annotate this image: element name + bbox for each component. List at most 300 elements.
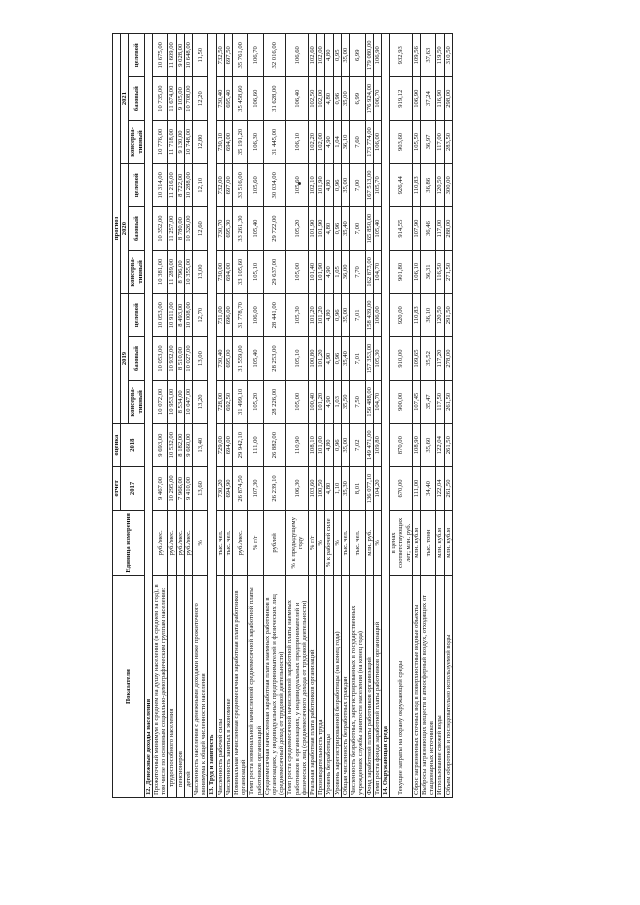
value-cell: 271,50	[444, 250, 452, 293]
value-cell: 36,31	[420, 250, 435, 293]
value-cell: 11 216,00	[168, 164, 176, 207]
value-cell: 120,50	[436, 294, 444, 337]
value-cell: 101,40	[309, 250, 317, 293]
header-target-2019: целевой	[129, 294, 144, 337]
table-row	[286, 34, 309, 798]
value-cell: 117,00	[436, 207, 444, 250]
value-cell: 106,10	[412, 250, 420, 293]
value-cell: 730,20	[216, 467, 224, 510]
value-cell: 12,20	[193, 77, 208, 120]
value-cell: 310,50	[444, 34, 452, 78]
value-cell: 8,01	[350, 467, 365, 510]
value-cell: 105,60	[286, 164, 309, 207]
value-cell: 692,50	[224, 380, 232, 423]
value-cell: 173 774,00	[365, 120, 373, 163]
value-cell: 10 953,00	[168, 380, 176, 423]
value-cell: 283,50	[444, 120, 452, 163]
value-cell: 35,50	[341, 380, 349, 423]
row-label: Численность рабочей силы	[216, 576, 224, 798]
value-cell: 105,50	[412, 120, 420, 163]
value-cell: 106,60	[286, 34, 309, 78]
value-cell: 696,00	[224, 294, 232, 337]
value-cell: 11,50	[193, 34, 208, 78]
row-unit: млн. куб.м	[444, 510, 452, 576]
value-cell: 914,55	[390, 207, 413, 250]
value-cell: 35,60	[420, 424, 435, 467]
value-cell: 105,20	[286, 207, 309, 250]
row-unit: руб./мес.	[153, 510, 168, 576]
header-conservative-2021: консерва-тивный	[129, 120, 144, 163]
value-cell: 694,00	[224, 120, 232, 163]
table-row	[168, 34, 176, 798]
row-unit: %	[193, 510, 208, 576]
section-row	[144, 34, 152, 798]
table-row	[317, 34, 325, 798]
table-row	[263, 34, 286, 798]
row-unit: в ценах соответствующих лет; млн. руб.	[390, 510, 413, 576]
value-cell: 10 053,00	[153, 294, 168, 337]
value-cell: 102,20	[309, 120, 317, 163]
value-cell: 107,90	[412, 207, 420, 250]
header-target-2021: целевой	[129, 34, 144, 78]
table-header	[113, 34, 145, 798]
value-cell: 694,90	[224, 467, 232, 510]
value-cell: 119,50	[436, 34, 444, 78]
row-label: Численность занятых в экономике	[224, 576, 232, 798]
value-cell: 278,00	[444, 337, 452, 380]
value-cell: 33 516,00	[233, 164, 248, 207]
value-cell: 0,96	[333, 77, 341, 120]
value-cell: 9 130,00	[176, 120, 184, 163]
value-cell: 101,20	[317, 294, 325, 337]
value-cell: 10 352,00	[153, 207, 168, 250]
value-cell: 1,03	[333, 380, 341, 423]
value-cell: 7,50	[350, 380, 365, 423]
value-cell: 28 253,00	[263, 337, 286, 380]
table-row	[373, 34, 381, 798]
value-cell: 8 510,00	[176, 337, 184, 380]
value-cell: 0,96	[333, 164, 341, 207]
row-unit: % г/г	[309, 510, 317, 576]
value-cell: 111,00	[412, 467, 420, 510]
section-title: 14. Окружающая среда	[381, 34, 389, 798]
value-cell: 10 532,00	[168, 424, 176, 467]
value-cell: 101,90	[309, 207, 317, 250]
value-cell: 730,40	[216, 337, 224, 380]
value-cell: 870,00	[390, 424, 413, 467]
value-cell: 730,00	[216, 250, 224, 293]
section-row	[381, 34, 389, 798]
value-cell: 6,99	[350, 77, 365, 120]
header-year-2018: 2018	[121, 424, 145, 467]
value-cell: 7,00	[350, 207, 365, 250]
value-cell: 31 628,00	[263, 77, 286, 120]
value-cell: 1,10	[333, 467, 341, 510]
value-cell: 105,60	[248, 164, 263, 207]
row-unit: руб./мес.	[168, 510, 176, 576]
value-cell: 730,10	[216, 120, 224, 163]
value-cell: 34,40	[420, 467, 435, 510]
value-cell: 730,70	[216, 207, 224, 250]
value-cell: 926,44	[390, 164, 413, 207]
value-cell: 0,95	[333, 34, 341, 78]
value-cell: 104,20	[373, 467, 381, 510]
value-cell: 26 882,00	[263, 424, 286, 467]
value-cell: 106,30	[286, 467, 309, 510]
value-cell: 697,50	[224, 34, 232, 78]
value-cell: 11 674,00	[168, 77, 176, 120]
row-unit: % к рабочей силе	[325, 510, 333, 576]
value-cell: 101,90	[317, 164, 325, 207]
value-cell: 157 353,00	[365, 337, 373, 380]
rotated-table-sheet	[112, 33, 640, 798]
value-cell: 10 355,00	[184, 250, 192, 293]
value-cell: 0,96	[333, 424, 341, 467]
value-cell: 7,01	[350, 294, 365, 337]
table-row	[248, 34, 263, 798]
value-cell: 37,24	[420, 77, 435, 120]
header-unit: Единица измерения	[113, 510, 145, 576]
value-cell: 107,30	[248, 467, 263, 510]
header-forecast: прогноз	[113, 34, 121, 424]
table-row	[350, 34, 365, 798]
value-cell: 117,00	[436, 120, 444, 163]
value-cell: 0,96	[333, 207, 341, 250]
value-cell: 11 718,00	[168, 120, 176, 163]
value-cell: 11 257,00	[168, 207, 176, 250]
value-cell: 10 911,00	[168, 294, 176, 337]
value-cell: 136 077,10	[365, 467, 373, 510]
value-cell: 36,00	[341, 250, 349, 293]
value-cell: 12,60	[193, 207, 208, 250]
table-row	[444, 34, 452, 798]
value-cell: 901,80	[390, 250, 413, 293]
table-row	[184, 34, 192, 798]
value-cell: 920,00	[390, 294, 413, 337]
value-cell: 105,10	[286, 337, 309, 380]
table-row	[365, 34, 373, 798]
value-cell: 102,60	[309, 34, 317, 78]
value-cell: 900,00	[390, 380, 413, 423]
value-cell: 35,00	[341, 77, 349, 120]
value-cell: 7 966,00	[176, 467, 184, 510]
table-row	[309, 34, 317, 798]
value-cell: 35,47	[420, 380, 435, 423]
value-cell: 8 780,00	[176, 207, 184, 250]
row-label: Численность безработных, зарегистрированных в государственных учреждениях службы занятости населения (на конец года)	[350, 576, 365, 798]
table-row	[153, 34, 168, 798]
header-base-2019: базовый	[129, 337, 144, 380]
value-cell: 12,10	[193, 164, 208, 207]
value-cell: 101,20	[317, 337, 325, 380]
value-cell: 7,00	[350, 164, 365, 207]
value-cell: 36,86	[420, 164, 435, 207]
row-label: Уровень безработицы	[325, 576, 333, 798]
value-cell: 176 924,00	[365, 77, 373, 120]
value-cell: 120,50	[436, 164, 444, 207]
value-cell: 35,40	[341, 337, 349, 380]
header-base-2020: базовый	[129, 207, 144, 250]
row-label: Выбросы загрязняющих веществ в атмосферный воздух, отходящих от стационарных источников	[420, 576, 435, 798]
value-cell: 165 850,00	[365, 207, 373, 250]
value-cell: 101,00	[317, 424, 325, 467]
value-cell: 122,04	[436, 467, 444, 510]
value-cell: 105,40	[248, 207, 263, 250]
value-cell: 35,52	[420, 337, 435, 380]
value-cell: 729,00	[216, 424, 224, 467]
table-row	[333, 34, 341, 798]
value-cell: 102,50	[309, 77, 317, 120]
value-cell: 101,90	[317, 207, 325, 250]
value-cell: 106,40	[286, 77, 309, 120]
row-unit: руб./мес.	[176, 510, 184, 576]
value-cell: 4,80	[325, 164, 333, 207]
value-cell: 10 027,00	[184, 337, 192, 380]
value-cell: 35,30	[341, 467, 349, 510]
row-unit: % г/г	[248, 510, 263, 576]
value-cell: 9 693,00	[153, 424, 168, 467]
value-cell: 919,12	[390, 77, 413, 120]
value-cell: 1,04	[333, 120, 341, 163]
header-fact: отчет	[113, 467, 121, 510]
table-row	[176, 34, 184, 798]
value-cell: 694,00	[224, 424, 232, 467]
value-cell: 100,40	[309, 380, 317, 423]
value-cell: 109,56	[412, 34, 420, 78]
row-label: Сброс загрязненных сточных вод в поверхностные водные объекты	[412, 576, 420, 798]
value-cell: 106,70	[373, 77, 381, 120]
value-cell: 8 182,00	[176, 424, 184, 467]
header-year-2017: 2017	[121, 467, 145, 510]
value-cell: 105,10	[248, 250, 263, 293]
header-conservative-2019: консерва-тивный	[129, 380, 144, 423]
value-cell: 903,60	[390, 120, 413, 163]
value-cell: 300,00	[444, 164, 452, 207]
value-cell: 107,45	[412, 380, 420, 423]
value-cell: 156 488,00	[365, 380, 373, 423]
value-cell: 4,80	[325, 34, 333, 78]
value-cell: 162 873,00	[365, 250, 373, 293]
value-cell: 4,80	[325, 424, 333, 467]
value-cell: 10 053,00	[153, 337, 168, 380]
row-label: Производительность труда	[317, 576, 325, 798]
value-cell: 28 441,00	[263, 294, 286, 337]
value-cell: 9 410,00	[184, 467, 192, 510]
value-cell: 12,70	[193, 294, 208, 337]
value-cell: 10 381,00	[153, 250, 168, 293]
row-unit: тыс. тонн	[420, 510, 435, 576]
value-cell: 102,00	[317, 77, 325, 120]
header-target-2020: целевой	[129, 164, 144, 207]
value-cell: 11 609,00	[168, 34, 176, 78]
table-body	[144, 34, 452, 798]
row-unit: тыс. чел.	[224, 510, 232, 576]
value-cell: 26 239,10	[263, 467, 286, 510]
value-cell: 28 226,00	[263, 380, 286, 423]
value-cell: 100,50	[317, 467, 325, 510]
value-cell: 695,30	[224, 207, 232, 250]
value-cell: 179 080,00	[365, 34, 373, 78]
value-cell: 29 942,10	[233, 424, 248, 467]
value-cell: 10 314,00	[153, 164, 168, 207]
value-cell: 731,00	[216, 294, 224, 337]
value-cell: 106,00	[248, 294, 263, 337]
row-label: Фонд заработной платы работников организаций	[365, 576, 373, 798]
value-cell: 732,50	[216, 34, 224, 78]
value-cell: 102,10	[309, 164, 317, 207]
value-cell: 108,10	[309, 424, 317, 467]
value-cell: 117,20	[436, 337, 444, 380]
value-cell: 29 722,00	[263, 207, 286, 250]
value-cell: 7,02	[350, 424, 365, 467]
value-cell: 9 467,00	[153, 467, 168, 510]
table-row	[420, 34, 435, 798]
value-cell: 110,83	[412, 294, 420, 337]
value-cell: 105,00	[286, 380, 309, 423]
table-row	[216, 34, 224, 798]
header-indicator: Показатели	[113, 576, 145, 798]
value-cell: 116,90	[436, 77, 444, 120]
value-cell: 8 493,00	[176, 294, 184, 337]
value-cell: 7,01	[350, 337, 365, 380]
row-label: Текущие затраты на охрану окружающей среды	[390, 576, 413, 798]
value-cell: 102,00	[317, 34, 325, 78]
row-label: Численность населения с денежными доходами ниже прожиточного минимума к общей численности населения	[193, 576, 208, 798]
value-cell: 109,65	[412, 337, 420, 380]
value-cell: 13,00	[193, 337, 208, 380]
row-unit: тыс. чел.	[216, 510, 224, 576]
row-unit: руб./мес.	[233, 510, 248, 576]
value-cell: 35 191,20	[233, 120, 248, 163]
value-cell: 104,70	[373, 380, 381, 423]
value-cell: 9 660,00	[184, 424, 192, 467]
value-cell: 10 047,00	[184, 380, 192, 423]
value-cell: 106,70	[248, 34, 263, 78]
value-cell: 932,93	[390, 34, 413, 78]
value-cell: 8 722,00	[176, 164, 184, 207]
value-cell: 102,00	[317, 120, 325, 163]
table-row	[325, 34, 333, 798]
value-cell: 10 072,00	[153, 380, 168, 423]
value-cell: 35,40	[341, 207, 349, 250]
value-cell: 33 261,30	[233, 207, 248, 250]
forecast-table	[112, 33, 453, 798]
value-cell: 158 439,00	[365, 294, 373, 337]
value-cell: 36,10	[341, 120, 349, 163]
value-cell: 35,00	[341, 34, 349, 78]
header-year-2020: 2020	[121, 164, 129, 294]
row-unit: % к предыдущему году	[286, 510, 309, 576]
row-unit: млн. куб.м	[436, 510, 444, 576]
table-row	[224, 34, 232, 798]
value-cell: 100,80	[309, 337, 317, 380]
value-cell: 149 471,00	[365, 424, 373, 467]
value-cell: 261,50	[444, 380, 452, 423]
row-label: Среднемесячная начисленная заработная плата наемных работников в организациях, у индивидуальных предпринимателей и физических лиц (среднемесячный доход от трудовой деятельности)	[263, 576, 286, 798]
value-cell: 106,30	[248, 120, 263, 163]
table-row	[233, 34, 248, 798]
value-cell: 9 105,00	[176, 77, 184, 120]
value-cell: 12,80	[193, 120, 208, 163]
value-cell: 261,50	[444, 424, 452, 467]
value-cell: 1,05	[333, 250, 341, 293]
row-unit: %	[317, 510, 325, 576]
value-cell: 35,00	[341, 294, 349, 337]
value-cell: 291,50	[444, 294, 452, 337]
value-cell: 117,50	[436, 380, 444, 423]
value-cell: 105,30	[373, 337, 381, 380]
value-cell: 105,30	[286, 294, 309, 337]
value-cell: 695,40	[224, 77, 232, 120]
row-unit: рублей	[263, 510, 286, 576]
value-cell: 4,90	[325, 337, 333, 380]
value-cell: 0,96	[333, 337, 341, 380]
value-cell: 694,00	[224, 250, 232, 293]
value-cell: 36,10	[420, 294, 435, 337]
value-cell: 4,90	[325, 250, 333, 293]
value-cell: 730,40	[216, 77, 224, 120]
table-row	[390, 34, 413, 798]
table-row	[436, 34, 444, 798]
value-cell: 103,60	[309, 467, 317, 510]
value-cell: 697,00	[224, 164, 232, 207]
value-cell: 105,40	[248, 337, 263, 380]
value-cell: 31 778,70	[233, 294, 248, 337]
row-unit: тыс. чел.	[341, 510, 349, 576]
value-cell: 10 932,00	[168, 337, 176, 380]
value-cell: 10 735,00	[153, 77, 168, 120]
value-cell: 13,40	[193, 424, 208, 467]
value-cell: 10 776,00	[153, 120, 168, 163]
value-cell: 10 008,00	[184, 294, 192, 337]
value-cell: 9 028,00	[176, 34, 184, 78]
value-cell: 4,80	[325, 294, 333, 337]
value-cell: 6,99	[350, 34, 365, 78]
row-label: Использование свежей воды	[436, 576, 444, 798]
table-row	[412, 34, 420, 798]
value-cell: 35,00	[341, 424, 349, 467]
value-cell: 261,50	[444, 467, 452, 510]
value-cell: 13,60	[193, 467, 208, 510]
value-cell: 106,00	[373, 120, 381, 163]
value-cell: 101,90	[317, 250, 325, 293]
value-cell: 4,90	[325, 120, 333, 163]
value-cell: 105,00	[286, 250, 309, 293]
value-cell: 8 534,00	[176, 380, 184, 423]
header-base-2021: базовый	[129, 77, 144, 120]
value-cell: 7,70	[350, 250, 365, 293]
value-cell: 108,90	[412, 424, 420, 467]
value-cell: 288,00	[444, 207, 452, 250]
value-cell: 10 295,00	[168, 467, 176, 510]
row-unit: %	[373, 510, 381, 576]
row-label: Прожиточный минимум в среднем на душу населения (в среднем за год), в том числе по основным социально-демографическим группам населения:	[153, 576, 168, 798]
value-cell: 10 648,00	[184, 34, 192, 78]
row-unit: %	[333, 510, 341, 576]
row-unit: тыс. чел.	[350, 510, 365, 576]
value-cell: 33 105,60	[233, 250, 248, 293]
header-estimate: оценка	[113, 424, 121, 467]
value-cell: 106,10	[286, 120, 309, 163]
value-cell: 30 034,00	[263, 164, 286, 207]
header-year-2021: 2021	[121, 34, 129, 164]
value-cell: 4,80	[325, 467, 333, 510]
row-unit: млн. куб.м	[412, 510, 420, 576]
section-row	[208, 34, 216, 798]
value-cell: 11 289,00	[168, 250, 176, 293]
value-cell: 7,60	[350, 120, 365, 163]
value-cell: 13,20	[193, 380, 208, 423]
